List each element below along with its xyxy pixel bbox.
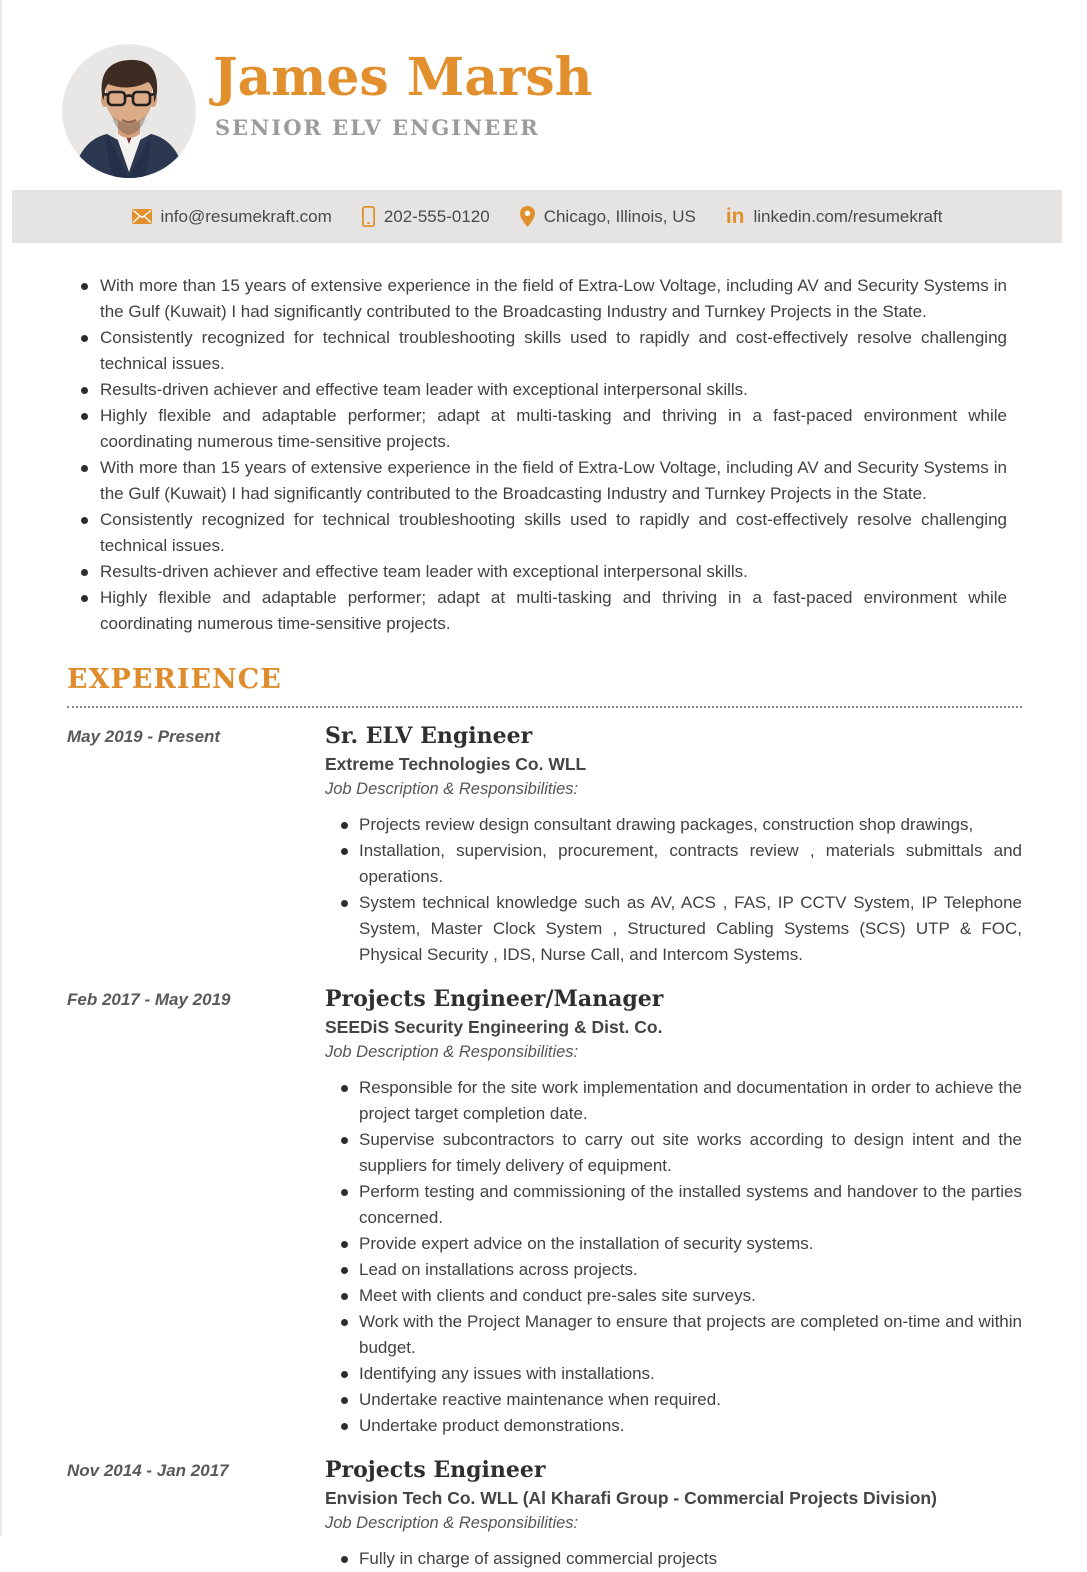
map-pin-icon xyxy=(520,206,535,227)
contact-email-text: info@resumekraft.com xyxy=(160,206,332,226)
job-title: Sr. ELV Engineer xyxy=(325,723,533,749)
contact-location xyxy=(520,206,696,227)
contact-phone-text: 202-555-0120 xyxy=(383,206,490,226)
experience-section-heading: EXPERIENCE xyxy=(67,664,1022,708)
job-bullet-list xyxy=(325,1075,1022,1439)
job-bullet: Supervise subcontractors to carry out site works according to design intent and the suppliers for timely delivery of equipment. xyxy=(325,1127,1022,1179)
job-details xyxy=(325,1457,1022,1572)
summary-bullet: With more than 15 years of extensive experience in the field of Extra-Low Voltage, including AV and Security Systems in the Gulf (Kuwait) I had significantly contributed to the Broadcasting Industry and Turnkey Projects in the State. xyxy=(67,273,1007,325)
summary-bullet: With more than 15 years of extensive experience in the field of Extra-Low Voltage, including AV and Security Systems in the Gulf (Kuwait) I had significantly contributed to the Broadcasting Industry and Turnkey Projects in the State. xyxy=(67,455,1007,507)
profile-photo-illustration xyxy=(62,44,196,178)
contact-linkedin[interactable] xyxy=(726,206,943,227)
job-company: SEEDiS Security Engineering & Dist. Co. xyxy=(325,1017,663,1037)
job-dates: May 2019 - Present xyxy=(67,727,221,746)
job-bullet: Responsible for the site work implementation and documentation in order to achieve the project target completion date. xyxy=(325,1075,1022,1127)
linkedin-icon: in xyxy=(725,205,745,228)
job-title: Projects Engineer xyxy=(325,1457,546,1483)
job-bullet: Provide expert advice on the installation of security systems. xyxy=(325,1231,1022,1257)
job-bullet: System technical knowledge such as AV, ACS , FAS, IP CCTV System, IP Telephone System, Master Clock System , Structured Cabling Systems (SCS) UTP & FOC, Physical Security , IDS, Nurse Call, and Intercom Systems. xyxy=(325,890,1022,968)
summary-bullet: Results-driven achiever and effective team leader with exceptional interpersonal skills. xyxy=(67,559,1007,585)
summary-list xyxy=(67,273,1007,637)
summary-bullet: Consistently recognized for technical troubleshooting skills used to rapidly and cost-effectively resolve challenging technical issues. xyxy=(67,507,1007,559)
job-details xyxy=(325,723,1022,968)
job-details xyxy=(325,986,1022,1439)
summary-bullet: Results-driven achiever and effective team leader with exceptional interpersonal skills. xyxy=(67,377,1007,403)
contact-phone[interactable] xyxy=(362,206,490,227)
contact-bar xyxy=(12,190,1062,243)
job-entry xyxy=(67,986,1022,1439)
job-dates: Nov 2014 - Jan 2017 xyxy=(67,1461,229,1480)
job-description-label: Job Description & Responsibilities: xyxy=(325,1043,579,1061)
job-bullet: Installation, supervision, procurement, contracts review , materials submittals and operations. xyxy=(325,838,1022,890)
job-bullet-list xyxy=(325,1546,1022,1572)
job-entry xyxy=(67,723,1022,968)
job-bullet: Lead on installations across projects. xyxy=(325,1257,1022,1283)
summary-bullet: Consistently recognized for technical troubleshooting skills used to rapidly and cost-effectively resolve challenging technical issues. xyxy=(67,325,1007,377)
contact-linkedin-text: linkedin.com/resumekraft xyxy=(753,206,943,226)
job-bullet: Work with the Project Manager to ensure that projects are completed on-time and within budget. xyxy=(325,1309,1022,1361)
job-description-label: Job Description & Responsibilities: xyxy=(325,1514,579,1532)
job-company: Extreme Technologies Co. WLL xyxy=(325,754,587,774)
person-name: James Marsh xyxy=(213,47,593,108)
experience-jobs xyxy=(67,723,1022,1572)
contact-location-text: Chicago, Illinois, US xyxy=(543,206,696,226)
job-bullet: Meet with clients and conduct pre-sales site surveys. xyxy=(325,1283,1022,1309)
profile-photo xyxy=(62,44,196,178)
job-bullet: Fully in charge of assigned commercial projects xyxy=(325,1546,1022,1572)
contact-email[interactable] xyxy=(132,207,332,227)
job-bullet-list xyxy=(325,812,1022,968)
job-description-label: Job Description & Responsibilities: xyxy=(325,780,579,798)
envelope-icon xyxy=(132,209,152,224)
job-bullet: Identifying any issues with installations. xyxy=(325,1361,1022,1387)
resume-body xyxy=(2,243,1087,1572)
job-dates: Feb 2017 - May 2019 xyxy=(67,990,231,1009)
person-job-title: SENIOR ELV ENGINEER xyxy=(215,115,540,140)
mobile-phone-icon xyxy=(362,206,375,227)
job-entry xyxy=(67,1457,1022,1572)
summary-bullet: Highly flexible and adaptable performer; adapt at multi-tasking and thriving in a fast-paced environment while coordinating numerous time-sensitive projects. xyxy=(67,403,1007,455)
job-bullet: Perform testing and commissioning of the installed systems and handover to the parties concerned. xyxy=(325,1179,1022,1231)
header-name-block xyxy=(213,47,593,140)
job-bullet: Projects review design consultant drawing packages, construction shop drawings, xyxy=(325,812,1022,838)
job-bullet: Undertake product demonstrations. xyxy=(325,1413,1022,1439)
job-company: Envision Tech Co. WLL (Al Kharafi Group - Commercial Projects Division) xyxy=(325,1488,937,1508)
summary-bullet: Highly flexible and adaptable performer; adapt at multi-tasking and thriving in a fast-paced environment while coordinating numerous time-sensitive projects. xyxy=(67,585,1007,637)
job-bullet: Undertake reactive maintenance when required. xyxy=(325,1387,1022,1413)
job-title: Projects Engineer/Manager xyxy=(325,986,664,1012)
